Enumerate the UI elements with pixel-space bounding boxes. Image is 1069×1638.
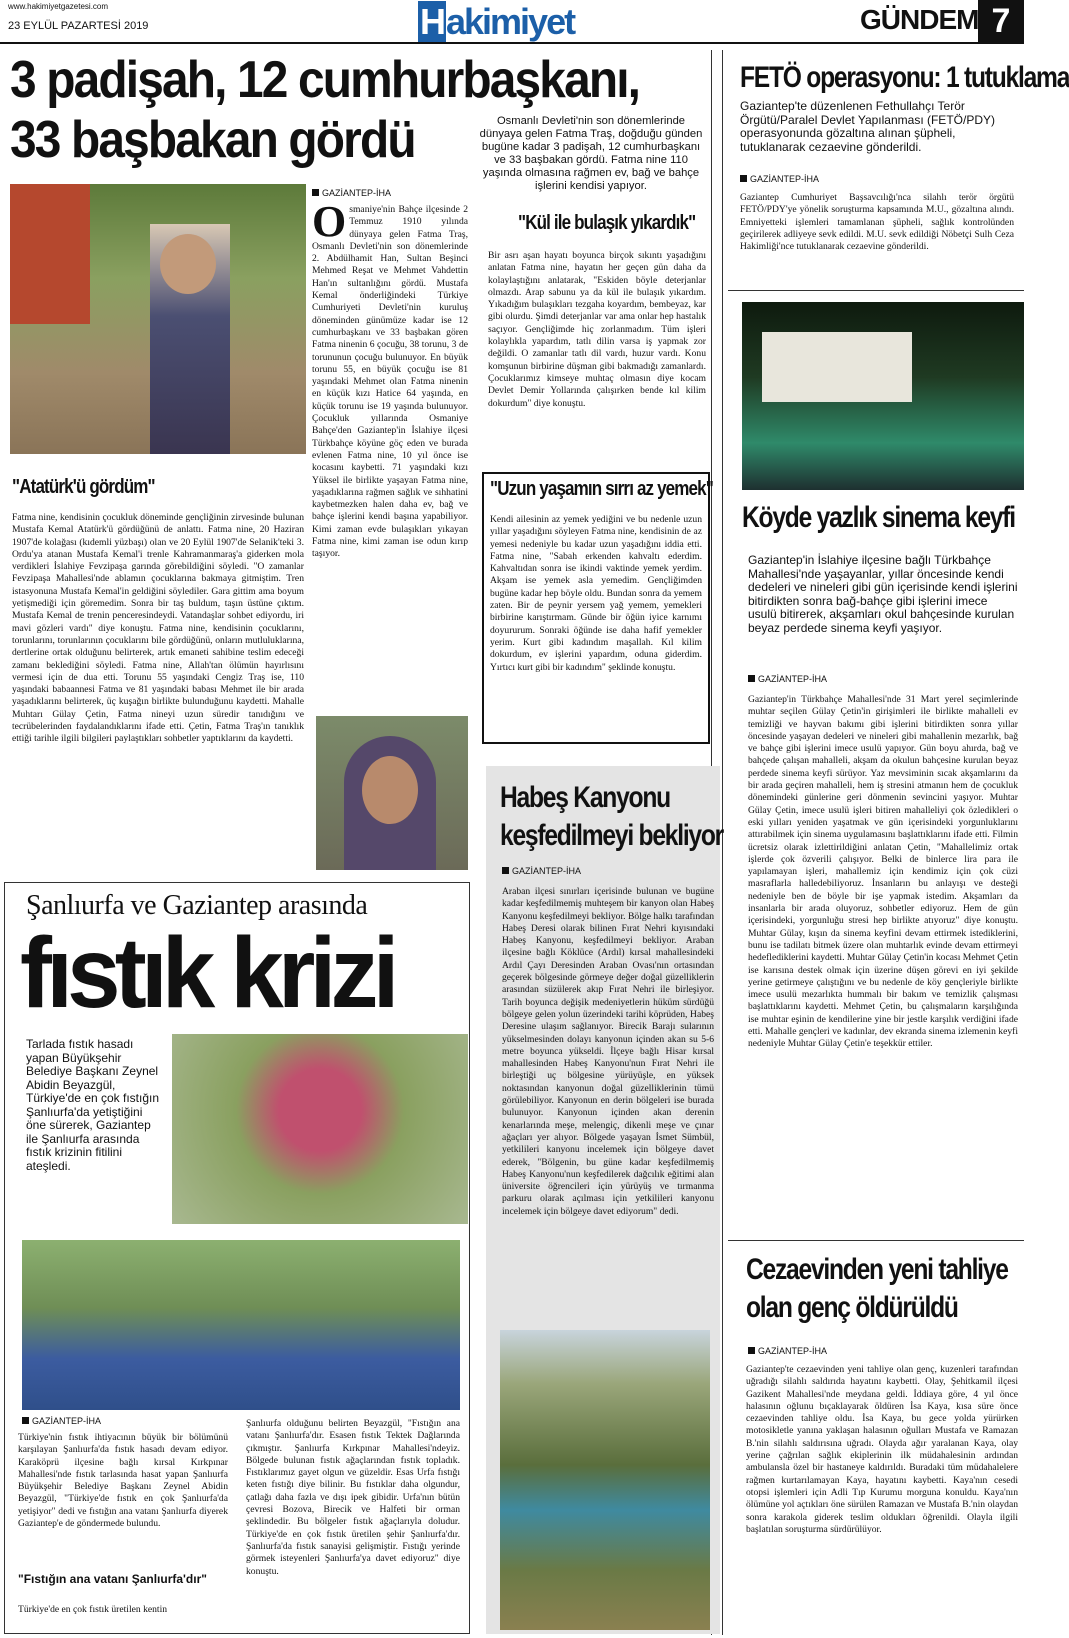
- sinema-intro: Gaziantep'in İslahiye ilçesine bağlı Türkbahçe Mahallesi'nde yaşayanlar, yıllar öncesinde kendi dedeleri ve nineleri gibi gün içerisinde kendi işlerini bitirdikten sonra bağ-bahçe gibi işlerini imece usulü bitirerek, akşamları okul bahçesinde kurulan beyaz perdede sinema keyfi yaşıyor.: [748, 553, 1018, 635]
- ceza-headline-2: olan genç öldürüldü: [746, 1291, 958, 1324]
- main-summary: Osmanlı Devleti'nin son dönemlerinde dünyaya gelen Fatma Traş, doğduğu günden bugüne kadar 3 padişah, 12 cumhurbaşkanı ve 33 başbakan gördü. Fatma nine 110 yaşında olmasına rağmen ev, bağ ve bahçe işlerini kendisi yapıyor.: [479, 115, 703, 192]
- habes-text: Araban ilçesi sınırları içerisinde bulunan ve bugüne kadar keşfedilmemiş muhteşem bir kanyon olan Habeş Kanyonu keşfedilmeyi bekliyor. Bölge halkı tarafından Habeş Deresi olarak bilinen Fırat Nehri kıyısındaki Habeş Kanyonu, keşfedilmeyi bekliyor. Araban ilçesine bağlı Köklüce (Ardıl) kırsal mahallesindeki Ardıl Çayı Deresinden Araban Ovası'nın ortasından geçerek bölgesinde görmeye değer doğal güzelliklerin arasından süzülerek akıp Fırat Nehri ile birleşiyor. Tarih boyunca değişik medeniyetlerin hüküm sürdüğü bölgeye gelen yolun üzerindeki tarihi köprüden, Habeş Deresine ulaşım sağlanıyor. Birecik Barajı sularının yükselmesinden dolayı kanyonun içinden akan su 5-6 metre boyunca yükseldi. İlçeye bağlı Hisar kırsal mahallesinden Habeş Kanyonu'nun Fırat Nehri ile birleştiği uç bölgesine yürüyüşle, en yüksek noktasından kanyonun doğal güzelliklerinin tümü görülebiliyor. Kanyonun en derin bölgeleri ise burada bulunuyor. Kanyonun içinden akan derenin kenarlarında meşe, melengiç, dikenli meşe ve çınar ağaçları yer alıyor. Bölgede yaşayan İsmet Sümbül, yetkilileri kanyonu incelemek için bölgeye davet ederek, "Bölgenin, bu güne kadar keşfedilmemiş Habeş Kanyonu'nun keşfedilerek dağcılık eğitimi alan üniversite öğrencileri için yürüyüş ve tırmanma parkuru olarak açılması için yetkilileri kanyonu incelemek için bölgeye davet ediyorum" dedi.: [502, 886, 714, 1217]
- feto-kicker: GAZİANTEP-İHA: [740, 174, 819, 184]
- cinema-photo: [742, 302, 1024, 490]
- habes-kicker: GAZİANTEP-İHA: [502, 866, 581, 876]
- fistik-column-1b: Türkiye'de en çok fıstık üretilen kentin: [18, 1604, 168, 1615]
- feto-intro: Gaziantep'te düzenlenen Fethullahçı Terör Örgütü/Paralel Devlet Yapılanması (FETÖ/PDY) operasyonunda gözaltına alınan şüpheli, tutuklanarak cezaevine gönderildi.: [740, 99, 995, 154]
- subhead-uzun: "Uzun yaşamın sırrı az yemek": [490, 478, 713, 500]
- subhead-kul: "Kül ile bulaşık yıkardık": [518, 212, 696, 234]
- group-photo: [22, 1240, 460, 1410]
- sinema-kicker: GAZİANTEP-İHA: [748, 674, 827, 684]
- main-column-2: Bir asrı aşan hayatı boyunca birçok sıkıntı yaşadığını anlatan Fatma nine, hayatın her geçen gün daha da kolaylaştığını anlatarak, "Eskiden böyle deterjanlar olmazdı. Arap sabunu ya da kül ile bulaşık yıkardım. Yıkadığım bulaşıkları tezgaha koyardım, bembeyaz, kar gibi olurdu. Şimdi deterjanlar var ama onlar hep hastalık saçıyor. Gençliğimde hiç zorlanmadım. Tüm işleri kolaylıkla yapardım, tatlı dilin varsa iş yapmak zor değildi. O zamanlar tatlı dil vardı, huzur vardı. Konu komşunun birbirine düşman gibi bakmadığı zamanlardı. Çocuklarımız kimseye muhtaç olmasın diye kocam Devlet Demir Yollarında çalışırken bende kıl kilim dokurdum" diye konuştu.: [488, 250, 706, 409]
- fistik-headline-main: fıstık krizi: [20, 917, 394, 1029]
- fistik-column-2: Şanlıurfa olduğunu belirten Beyazgül, "Fıstığın ana vatanı Şanlıurfa'dır. Esasen fıstık Tektek Dağlarında çıkmıştır. Şanlıurfa Kırkpınar Mahallesi'ndeyiz. Bölgede bulunan fıstık ağaçlarından fıstık topladık. Fıstıklarımız gayet olgun ve güzeldir. Esas Urfa fıstığı keten fıstığı diye bilinir. Bu fıstıklar daha olgundur, çatlağı daha fazla ve dışı ipek gibidir. Urfa'nın bütün çevresi Bozova, Birecik ve Halfeti bir orman şeklindedir. Bu bölgeler fıstık ağaçlarıyla doludur. Türkiye'de en çok fıstık üretilen şehir Şanlıurfa'dır. Şanlıurfa'da fıstık sanayisi gelişmiştir. Fıstığı yerinde görmek isteyenleri Şanlıurfa'ya davet ediyoruz" diye konuştu.: [246, 1418, 460, 1577]
- fistik-headline-top: Şanlıurfa ve Gaziantep arasında: [26, 890, 368, 921]
- main-kicker: GAZİANTEP-İHA: [312, 188, 391, 198]
- feto-headline: FETÖ operasyonu: 1 tutuklama: [740, 61, 1069, 94]
- section-name: GÜNDEM: [860, 4, 979, 35]
- newspaper-logo: Hakimiyet: [420, 1, 575, 42]
- main-column-1: Osmaniye'nin Bahçe ilçesinde 2 Temmuz 1910 yılında dünyaya gelen Fatma Traş, Osmanlı Devleti'nin son dönemlerinde 2. Abdülhamit Han, Sultan Beşinci Mehmed Reşat ve Mehmet Vahdettin Han'ın sultanlığını gördü. Mustafa Kemal önderliğindeki Türkiye Cumhuriyeti Devleti'nin kuruluş döneminden günümüze kadar ise 12 cumhurbaşkanı ve 33 başbakan gören Fatma ninenin 6 çocuğu, 38 torunu, 3 de torununun çocuğu bulunuyor. En büyük torunu 55, en büyük çocuğu ise 81 yaşındaki Mehmet olan Fatma ninenin en küçük kızı Hatice 64 yaşında, en küçük torunu ise 19 yaşında bulunuyor. Çocukluk yıllarında Osmaniye Bahçe'den Gaziantep'in İslahiye ilçesi Türkbahçe köyüne göç eden ve burada evlenen Fatma nine, 10 yıl önce ise kocasını kaybetti. 71 yaşındaki kızı Yüksel ile birlikte yaşayan Fatma nine, yaşadıklarına rağmen sağlık ve sıhhatini kaybetmezken halen daha ev, bağ ve bahçe işlerini kendi başına yapabiliyor. Kimi zaman evde bulaşıkları yıkayan Fatma nine, kimi zaman ise odun kırıp taşıyor.: [312, 197, 468, 560]
- sinema-text: Gaziantep'in Türkbahçe Mahallesi'nde 31 Mart yerel seçimlerinde muhtar seçilen Gülay Çetin'in girişimleri ile birlikte mahalleli ev temizliği ve hayvan bakımı gibi işlerini bitirdikten sonra yıllar öncesinde yaşayan dedeleri ve nineleri gibi mahallenin mezarlık, bağ ve bahçe gibi işlerini imece usulü yapıyor. Gün boyu ahırda, bağ ve bahçede çalışan mahalleli, akşam da okulun bahçesine kurulan beyaz perdede sinema keyfi sürüyor. Yaz mevsiminin sıcak akşamlarını da bir arada geçiren mahalleli, hem iş stresini atmanın hem de çocukluk dönemindeki günlerine geri dönmenin sevincini yaşıyor. Muhtar Gülay Çetin, imece usulü işleri bitiren mahalleliyi çok özledikleri o eski yılları yeniden yaşatmak ve gün içerisindeki yorgunluklarını attırabilmek için sinema uygulamasını başlattıklarını ifade etti. Filmin ücretsiz olarak izlettirildiğini anlatan Çetin, "Mahallelimiz ortak işlerde çok özverili çalışıyor. Belki de binlerce lira para ile yapılamayan işleri, mahallemiz için kendimiz için çok cüzi masraflarla halledebiliyoruz. İnsanların bu anlayışı ve desteği nedeniyle ben de böyle bir işe yapmak istedim. Akşamları da insanlarla bir arada oluyoruz, sohbetler ediyoruz. Hem de gün içerisindeki, yorgunluğu stresi hep birlikte atıyoruz" diye konuştu. Muhtar Gülay, kışın da sinema keyfini devam ettirmek istediklerini, bunu ise tadilatı bitmek üzere olan muhtarlık evinde devam ettirmeyi hedeflediklerini kaydetti. Muhtar Gülay Çetin'in kocası Mehmet Çetin ise karısına destek olmak için üzerine düşen görevi en iyi şekilde yerine getirmeye çalıştığını ve bu nedenle de köy gençleriyle birlikte imece usulü mezarlıkta hummalı bir bakım ve temizlik çalışması başlattıklarını kaydetti. Mehmet Çetin, bu çalışmaların karşılığında ise muhtar eşinin de kendilerine yine bir jestle karşılık verdiğini ifade etti. Mahalle gençleri ve kadınlar, dev ekranda sinema izlemenin keyfi nedeniyle Muhtar Gülay Çetin'e teşekkür ettiler.: [748, 694, 1018, 1050]
- pistachio-photo: [172, 1034, 468, 1224]
- issue-date: 23 EYLÜL PAZARTESİ 2019: [8, 20, 149, 32]
- subhead-ataturk: "Atatürk'ü gördüm": [12, 476, 155, 498]
- fistik-kicker: GAZİANTEP-İHA: [22, 1416, 101, 1426]
- header-rule: [0, 42, 1024, 44]
- fistik-column-1: Türkiye'nin fıstık ihtiyacının büyük bir bölümünü karşılayan Şanlıurfa'da fıstık hasadı devam ediyor. Karaköprü ilçesine bağlı kırsal Kırkpınar Mahallesi'nde fıstık tarlasında hasat yapan Şanlıurfa Büyükşehir Belediye Başkanı Zeynel Abidin Beyazgül, "Türkiye'de fıstık en çok Şanlıurfa'da yetişiyor" dedi ve fıstığın ana vatanı Şanlıurfa diyerek Gaziantep'e de göndermede bulundu.: [18, 1432, 228, 1530]
- main-column-3: Kendi ailesinin az yemek yediğini ve bu nedenle uzun yıllar yaşadığını söyleyen Fatma nine, kendisinin de az yemesi nedeniyle bu kadar uzun yaşadığını iddia etti. Fatma nine, "Sabah erkenden kahvaltı ederdim. Kahvaltıdan sonra ise ikindi vaktinde yemek yerdim. Akşam ise yemek asla yemedim. Gençliğimden bugüne kadar hep böyle oldu. Bundan sonra da yemem zaten. Bir de peynir yersem yağ yemem, yemekleri birbirine karıştırmam. Günde bir öğün iyice karnımı doyururum. Sonraki öğünde ise daha hafif yemekler yerim. Kurt gibi kadındım maşallah. Kıl kilim dokurdum, ev işlerini yapardım, oduna giderdim. Yırtıcı kurt gibi bir kadındım" şeklinde konuştu.: [490, 514, 702, 673]
- main-headline-line2: 33 başbakan gördü: [10, 111, 415, 169]
- ceza-text: Gaziantep'te cezaevinden yeni tahliye olan genç, kuzenleri tarafından uğradığı silahlı saldırıda hayatını kaybetti. Olay, Şehitkamil ilçesi Gazikent Mahallesi'nde meydana geldi. İddiaya göre, 4 yıl önce halasının oğlunu bıçaklayarak öldüren İsa Kaya, kısa süre önce cezaevinden tahliye oldu. İsa Kaya, bu gece yolda yürürken motosikletle yanına yaklaşan halasının oğulları Mustafa ve Ramazan B.'nin silahlı saldırısına uğradı. Olayda ağır yaralanan Kaya, olay yerine çağrılan sağlık ekiplerinin ilk müdahalesinin ardından ambulansla özel bir hastaneye kaldırıldı. Buradaki tüm müdahalelere rağmen kurtarılamayan Kaya, hayatını kaybetti. Kaya'nın cesedi otopsi işlemleri için Adli Tıp Kurumu morguna konuldu. Kaya'nın ölümüne yol açtıkları öne sürülen Ramazan ve Mustafa B.'nin olaydan sonra karakola giderek teslim oldukları öğrenildi. Olayla ilgili başlatılan soruşturma sürdürülüyor.: [746, 1364, 1018, 1535]
- drop-cap: O: [312, 197, 347, 246]
- website-url: www.hakimiyetgazetesi.com: [8, 2, 109, 11]
- elderly-woman-photo: [10, 184, 306, 454]
- fistik-subhead: "Fıstığın ana vatanı Şanlıurfa'dır": [18, 1572, 207, 1586]
- habes-headline-1: Habeş Kanyonu: [500, 781, 670, 814]
- sinema-headline: Köyde yazlık sinema keyfi: [742, 501, 1015, 534]
- portrait-photo: [316, 716, 468, 870]
- main-headline-line1: 3 padişah, 12 cumhurbaşkanı,: [10, 51, 640, 109]
- section-divider: [728, 290, 1024, 291]
- ceza-headline-1: Cezaevinden yeni tahliye: [746, 1253, 1008, 1286]
- ceza-kicker: GAZİANTEP-İHA: [748, 1346, 827, 1356]
- page-number: 7: [978, 0, 1024, 42]
- habes-headline-2: keşfedilmeyi bekliyor: [500, 819, 724, 852]
- fistik-intro: Tarlada fıstık hasadı yapan Büyükşehir Belediye Başkanı Zeynel Abidin Beyazgül, Türkiye'de en çok fıstığın Şanlıurfa'da yetiştiğini öne sürerek, Gaziantep ile Şanlıurfa arasında fıstık krizinin fitilini ateşledi.: [26, 1037, 160, 1173]
- feto-text: Gaziantep Cumhuriyet Başsavcılığı'nca silahlı terör örgütü FETÖ/PDY'ye yönelik soruşturma kapsamında M.U., gözaltına alındı. Emniyetteki işlemleri tamamlanan şüpheli, sağlık kontrolünden geçirilerek adliyeye sevk edildi. M.U. sevk edildiği Nöbetçi Sulh Ceza Hakimliği'nce tutuklanarak cezaevine gönderildi.: [740, 192, 1014, 253]
- canyon-photo: [500, 1330, 710, 1630]
- main-column-4: Fatma nine, kendisinin çocukluk döneminde gençliğinin zirvesinde bulunan Mustafa Kemal Atatürk'ü gördüğünü de anlattı. Fatma nine, 20 Haziran 1907'de kolağası (kıdemli yüzbaşı) olan ve 20 Eylül 1907'de Selanik'teki 3. Ordu'ya atanan Mustafa Kemal'i trenle Kahramanmaraş'a giderken mola verdikleri İslahiye Fevzipaşa garında görebildiğini söyledi. "O zamanlar Fevzipaşa Mahallesi'nde ablamın çocuklarına bakmaya gitmiştim. Tren istasyonuna Mustafa Kemal'in geldiğini söylediler. Gara gittim ama boyum yetişmediği için göremedim. Sonra bir taş buldum, taşın üstüne çıktım. Mustafa Kemal de trenin penceresindeydi. Vatandaşlar sohbet ediyordu, iri mavi gözleri vardı" diye konuştu. Fatma nine, kendisinin çocuklarını, torunlarını, torunlarının çocuklarını bile gördüğünü, onların mutluluklarına, dertlerine ortak olduğunu belirterek, artık emaneti sahibine teslim edeceği zamanı beklediğini söyledi. Fatma nine, Allah'tan ölümün hayırlısını vermesi için de dua etti. Torunu 55 yaşındaki Cengiz Traş ise, 110 yaşındaki babaannesi Fatma ve 81 yaşındaki babası Mehmet ile bir arada yaşadıklarını belirterek, üç kuşağın birlikte bulunduğunu kaydetti. Mahalle Muhtarı Gülay Çetin, Fatma nineyi uzun süredir tanıdığını ve tecrübelerinden faydalandıklarını ifade etti. Çetin, Fatma Traş'ın tanıklık ettiği tarihle ilgili bilgileri paylaştıkları sohbetler yaptıklarını da kaydetti.: [12, 512, 304, 745]
- section-divider: [728, 1240, 1024, 1241]
